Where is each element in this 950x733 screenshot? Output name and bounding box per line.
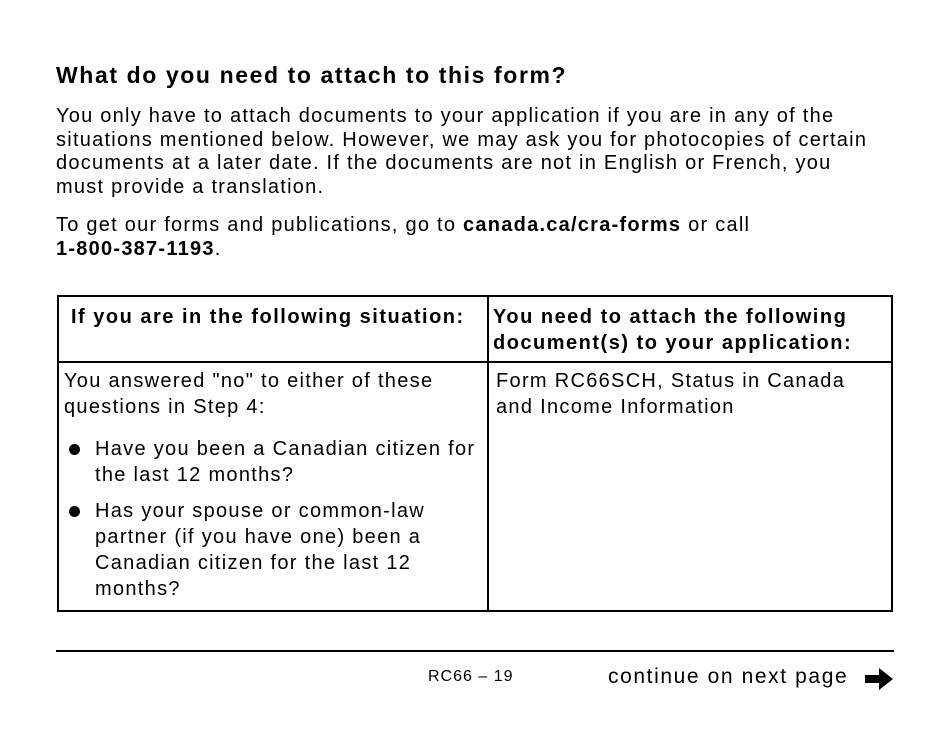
right-arrow-icon — [864, 667, 894, 691]
forms-url-link[interactable]: canada.ca/cra-forms — [463, 214, 682, 236]
contact-middle: or call — [681, 214, 751, 236]
table-header-divider — [59, 361, 891, 363]
bullet-icon — [69, 506, 80, 517]
contact-suffix: . — [214, 237, 222, 260]
contact-paragraph — [56, 214, 886, 261]
question-text: Has your spouse or common-law partner (if you have one) been a Canadian citizen for the last 12 months? — [95, 500, 426, 600]
page-number: RC66 – 19 — [428, 668, 514, 685]
intro-paragraph: You only have to attach documents to your application if you are in any of the situations mentioned below. However, we may ask you for photocopies of certain documents at a later date. If the documents are not in English or French, you must provide a translation. — [56, 105, 868, 198]
phone-number: 1-800-387-1193 — [56, 237, 215, 260]
continue-text: continue on next page — [608, 665, 849, 688]
situation-question-list — [64, 436, 479, 612]
attachments-table — [57, 295, 893, 612]
situation-intro: You answered "no" to either of these questions in Step 4: — [64, 370, 434, 418]
page-heading: What do you need to attach to this form? — [56, 62, 568, 88]
table-header-situation: If you are in the following situation: — [71, 306, 465, 328]
table-header-documents: You need to attach the following document(s) to your application: — [493, 306, 853, 354]
list-item — [64, 436, 479, 488]
bullet-icon — [69, 444, 80, 455]
footer-divider — [56, 650, 894, 652]
table-column-divider — [487, 297, 489, 610]
list-item — [64, 498, 479, 602]
contact-prefix: To get our forms and publications, go to — [56, 214, 464, 236]
required-document: Form RC66SCH, Status in Canada and Income Information — [496, 370, 846, 418]
question-text: Have you been a Canadian citizen for the last 12 months? — [95, 438, 476, 486]
